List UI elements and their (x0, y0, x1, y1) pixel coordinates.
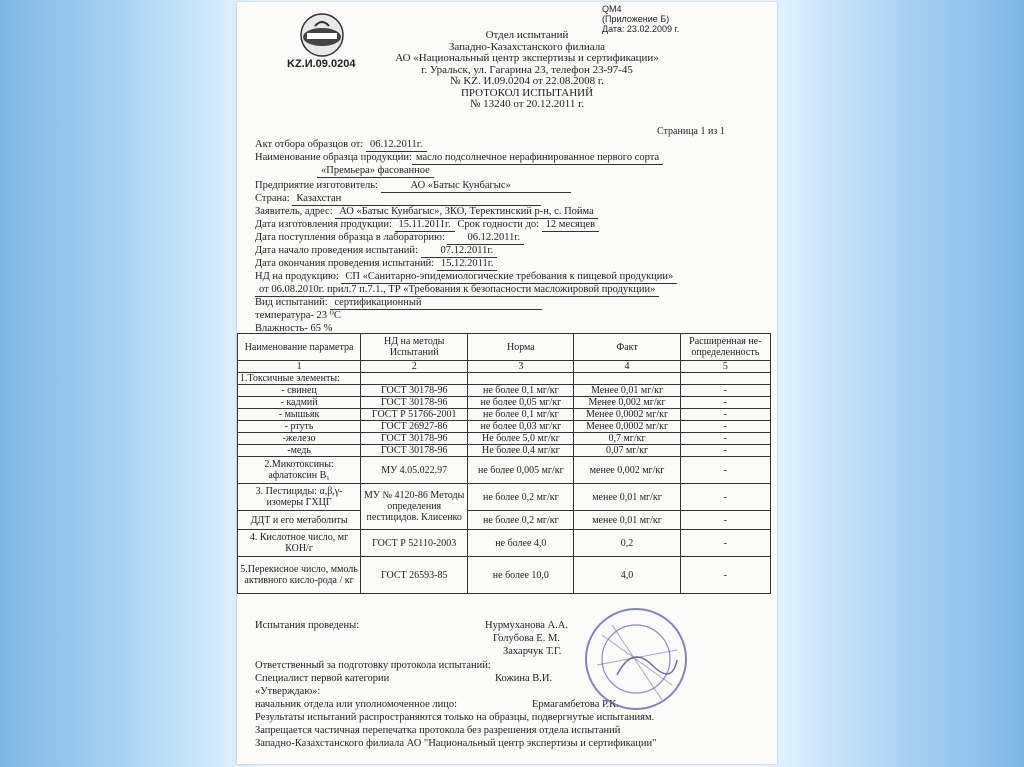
cell-uncertainty: - (680, 433, 770, 445)
cell-uncertainty: - (680, 530, 770, 557)
cell-name: -медь (238, 445, 361, 457)
specialist-name: Кожина В.И. (495, 673, 553, 684)
manufacturer-field: Предприятие изготовитель: АО «Батыс Кунбагыс» (255, 179, 571, 193)
column-header: Факт (574, 334, 680, 361)
table-row (238, 457, 771, 484)
cell-fact: менее 0,002 мг/кг (574, 457, 680, 484)
cell-name: - ртуть (238, 421, 361, 433)
cell-fact: Менее 0,002 мг/кг (574, 397, 680, 409)
column-header: Расширенная не-определенность (680, 334, 770, 361)
cell-fact: 0,2 (574, 530, 680, 557)
cell-uncertainty: - (680, 409, 770, 421)
table-row (238, 530, 771, 557)
table-row (238, 385, 771, 397)
cell-norm: не более 4,0 (468, 530, 574, 557)
header-line: АО «Национальный центр экспертизы и сертификации» (395, 52, 659, 64)
responsible-label: Ответственный за подготовку протокола испытаний: (255, 660, 491, 671)
head-label: начальник отдела или уполномоченное лицо: (255, 699, 458, 710)
approve-label: «Утверждаю»: (255, 686, 321, 697)
cell-uncertainty: - (680, 557, 770, 594)
cell-name: - свинец (238, 385, 361, 397)
cell-norm: не более 0,1 мг/кг (468, 409, 574, 421)
header (387, 30, 667, 111)
form-code: QМ4 (Приложение Б) Дата: 23.02.2009 г. (602, 4, 680, 34)
cell-norm (468, 373, 574, 385)
table-row (238, 511, 771, 530)
received-date-field: Дата поступления образца в лабораторию: 06.12.2011г. (255, 231, 524, 245)
organization-logo-icon (299, 12, 345, 58)
cell-fact: Менее 0,0002 мг/кг (574, 409, 680, 421)
footer-note: Западно-Казахстанского филиала АО "Национальный центр экспертизы и сертификации" (255, 738, 657, 749)
cell-name: 5.Перекисное число, ммоль активного кисло-рода / кг (238, 557, 361, 594)
humidity-field: Влажность- 65 % (255, 323, 333, 334)
cell-method: ГОСТ 30178-96 (361, 385, 468, 397)
column-number: 1 (238, 361, 361, 373)
cell-name: - кадмий (238, 397, 361, 409)
cell-name: - мышьяк (238, 409, 361, 421)
cell-method: ГОСТ Р 52110-2003 (361, 530, 468, 557)
column-number: 4 (574, 361, 680, 373)
start-date-field: Дата начало проведения испытаний: 07.12.2011г. (255, 244, 497, 258)
cell-method: ГОСТ 30178-96 (361, 445, 468, 457)
cell-fact: Менее 0,0002 мг/кг (574, 421, 680, 433)
table-row (238, 433, 771, 445)
cell-fact (574, 373, 680, 385)
seal-stamp-icon (582, 605, 690, 713)
column-number: 3 (468, 361, 574, 373)
header-line: г. Уральск, ул. Гагарина 23, телефон 23-97-45 (421, 63, 633, 76)
specialist-label: Специалист первой категории (255, 673, 390, 684)
table-row (238, 421, 771, 433)
table-row (238, 409, 771, 421)
cell-fact: 0,7 мг/кг (574, 433, 680, 445)
cell-method: ГОСТ 26593-85 (361, 557, 468, 594)
header-line: Отдел испытаний (485, 29, 569, 41)
column-header: НД на методы Испытаний (361, 334, 468, 361)
page-number: Страница 1 из 1 (657, 126, 725, 137)
cell-name: ДДТ и его метаболиты (238, 511, 361, 530)
end-date-field: Дата окончания проведения испытаний: 15.12.2011г. (255, 257, 497, 271)
cell-uncertainty: - (680, 397, 770, 409)
tester-name: Голубова Е. М. (493, 633, 560, 644)
cell-uncertainty: - (680, 385, 770, 397)
table-row (238, 484, 771, 511)
protocol-title: ПРОТОКОЛ ИСПЫТАНИЙ (460, 86, 594, 99)
tester-name: Нурмуханова А.А. (485, 620, 568, 631)
document-page (237, 2, 777, 764)
cell-fact: менее 0,01 мг/кг (574, 484, 680, 511)
cell-uncertainty (680, 373, 770, 385)
applicant-field: Заявитель, адрес: АО «Батыс Кунбагыс», ЗКО, Теректинский р-н, с. Пойма (255, 205, 598, 219)
cell-norm: Не более 0,4 мг/кг (468, 445, 574, 457)
footer-note: Результаты испытаний распространяются только на образцы, подвергнутые испытаниям. (255, 712, 655, 723)
sample-name-field: Наименование образца продукции: масло подсолнечное нерафинированное первого сорта (255, 151, 663, 165)
cell-fact: 0,07 мг/кг (574, 445, 680, 457)
column-header: Наименование параметра (238, 334, 361, 361)
cell-name: -железо (238, 433, 361, 445)
protocol-number: № 13240 от 20.12.2011 г. (469, 98, 585, 110)
production-date-field: Дата изготовления продукции: 15.11.2011г. Срок годности до: 12 месяцев (255, 218, 599, 232)
column-header: Норма (468, 334, 574, 361)
right-background (764, 0, 1024, 767)
table-header-row (238, 334, 771, 361)
cell-uncertainty: - (680, 421, 770, 433)
cell-name: 3. Пестициды: α,β,γ- изомеры ГХЦГ (238, 484, 361, 511)
cell-name: 4. Кислотное число, мг КОН/г (238, 530, 361, 557)
cell-norm: не более 0,03 мг/кг (468, 421, 574, 433)
temperature-field: температура- 23 ⁰С (255, 310, 341, 321)
sample-name-field-2: «Премьера» фасованное (317, 164, 434, 178)
tests-by-label: Испытания проведены: (255, 620, 360, 631)
cell-uncertainty: - (680, 457, 770, 484)
head-name: Ермагамбетова Р.К. (532, 699, 619, 710)
product-nd-field: НД на продукцию: СП «Санитарно-эпидемиологические требования к пищевой продукции» (255, 270, 677, 284)
cell-method: ГОСТ 30178-96 (361, 433, 468, 445)
cell-method: МУ 4.05.022.97 (361, 457, 468, 484)
table-row (238, 557, 771, 594)
table-row (238, 373, 771, 385)
cell-uncertainty: - (680, 445, 770, 457)
cell-norm: не более 0,2 мг/кг (468, 484, 574, 511)
cell-norm: не более 10,0 (468, 557, 574, 594)
cell-method: ГОСТ 30178-96 (361, 397, 468, 409)
product-nd-field-2: от 06.08.2010г. прил.7 п.7.1., ТР «Требования к безопасности масложировой продукции» (255, 283, 659, 297)
cell-norm: не более 0,05 мг/кг (468, 397, 574, 409)
cell-uncertainty: - (680, 511, 770, 530)
cell-fact: 4,0 (574, 557, 680, 594)
cell-norm: не более 0,2 мг/кг (468, 511, 574, 530)
cell-method: ГОСТ 26927-86 (361, 421, 468, 433)
results-table (237, 333, 771, 594)
cell-method: ГОСТ Р 51766-2001 (361, 409, 468, 421)
cell-method: МУ № 4120-86 Методы определения пестицидов. Клисенко (361, 484, 468, 530)
left-background (0, 0, 260, 767)
registration-number: KZ.И.09.0204 (287, 58, 356, 70)
cell-norm: не более 0,1 мг/кг (468, 385, 574, 397)
country-field: Страна: Казахстан (255, 192, 541, 206)
cell-name: 1.Токсичные элементы: (238, 373, 361, 385)
cell-norm: Не более 5,0 мг/кг (468, 433, 574, 445)
sampling-field: Акт отбора образцов от: 06.12.2011г. (255, 138, 427, 152)
header-line: Западно-Казахстанского филиала (448, 40, 606, 53)
column-number-row (238, 361, 771, 373)
cell-norm: не более 0,005 мг/кг (468, 457, 574, 484)
cell-uncertainty: - (680, 484, 770, 511)
column-number: 5 (680, 361, 770, 373)
cell-fact: Менее 0,01 мг/кг (574, 385, 680, 397)
cell-method (361, 373, 468, 385)
test-type-field: Вид испытаний: сертификационный (255, 296, 542, 310)
footer-note: Запрещается частичная перепечатка протокола без разрешения отдела испытаний (255, 725, 621, 736)
table-row (238, 397, 771, 409)
tester-name: Захарчук Т.Г. (503, 646, 562, 657)
table-row (238, 445, 771, 457)
cell-name: 2.Микотоксины: афлатоксин B₁ (238, 457, 361, 484)
header-line: № KZ. И.09.0204 от 22.08.2008 г. (450, 75, 604, 87)
column-number: 2 (361, 361, 468, 373)
cell-fact: менее 0,01 мг/кг (574, 511, 680, 530)
